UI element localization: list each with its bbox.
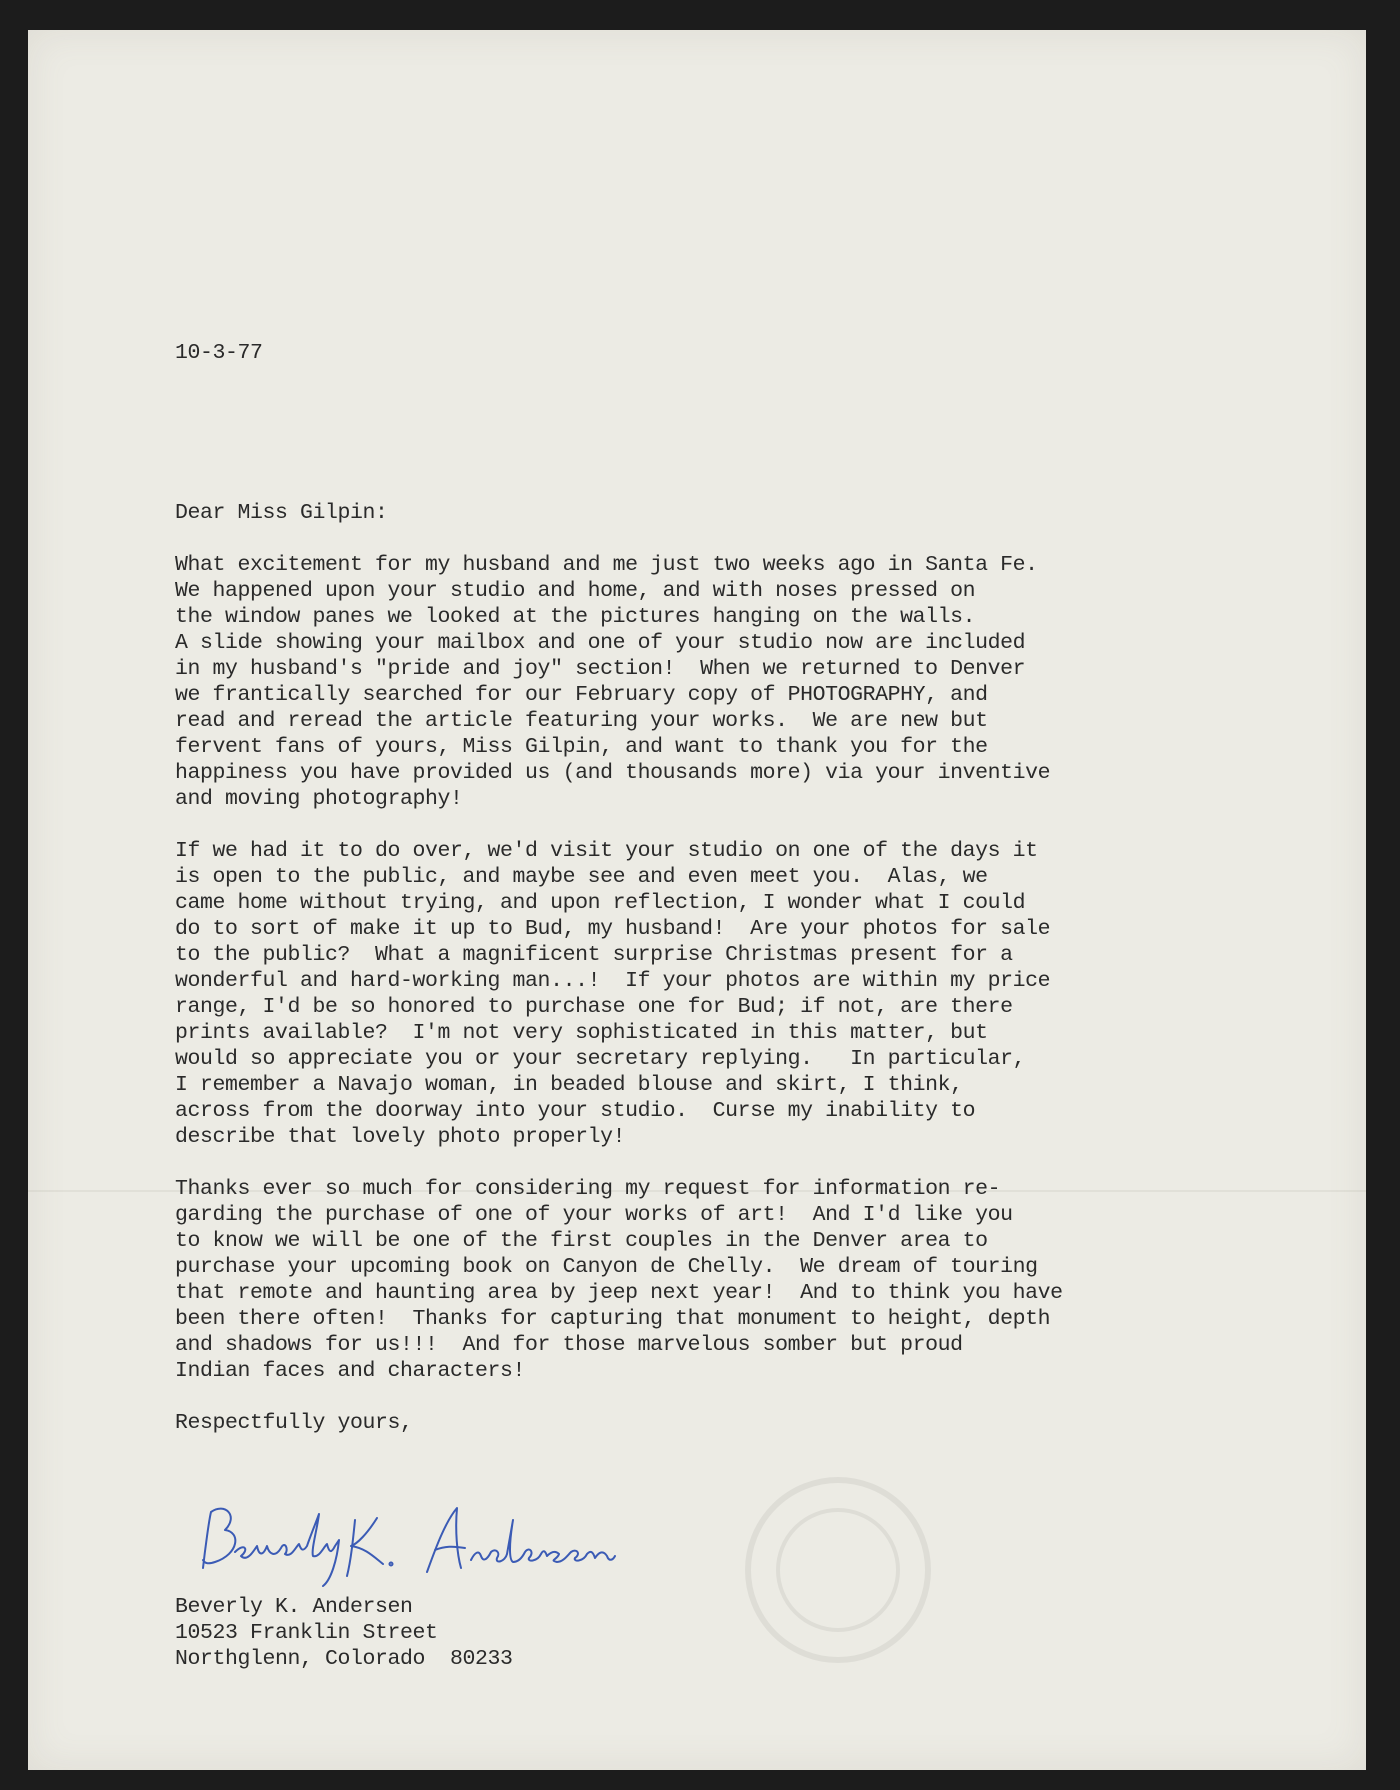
sender-street: 10523 Franklin Street	[175, 1621, 438, 1645]
text-line: fervent fans of yours, Miss Gilpin, and want to thank you for the	[175, 735, 988, 759]
text-line: came home without trying, and upon reflection, I wonder what I could	[175, 891, 1026, 915]
text-line: the window panes we looked at the pictures hanging on the walls.	[175, 605, 976, 629]
text-line: do to sort of make it up to Bud, my husband! Are your photos for sale	[175, 917, 1051, 941]
text-line: Indian faces and characters!	[175, 1359, 526, 1383]
text-line: I remember a Navajo woman, in beaded blouse and skirt, I think,	[175, 1073, 963, 1097]
paragraph-1	[175, 552, 1325, 812]
text-line: wonderful and hard-working man...! If your photos are within my price	[175, 969, 1051, 993]
text-line: purchase your upcoming book on Canyon de Chelly. We dream of touring	[175, 1255, 1038, 1279]
text-line: What excitement for my husband and me just two weeks ago in Santa Fe.	[175, 553, 1038, 577]
paragraph-3	[175, 1176, 1325, 1384]
text-line: and shadows for us!!! And for those marvelous somber but proud	[175, 1333, 963, 1357]
text-line: across from the doorway into your studio. Curse my inability to	[175, 1099, 976, 1123]
text-line: to the public? What a magnificent surprise Christmas present for a	[175, 943, 1013, 967]
text-line: range, I'd be so honored to purchase one for Bud; if not, are there	[175, 995, 1013, 1019]
paragraph-2	[175, 838, 1325, 1150]
letter-body	[175, 340, 1325, 1436]
text-line: garding the purchase of one of your works of art! And I'd like you	[175, 1203, 1013, 1227]
text-line: happiness you have provided us (and thousands more) via your inventive	[175, 761, 1051, 785]
text-line: read and reread the article featuring your works. We are new but	[175, 709, 988, 733]
text-line: is open to the public, and maybe see and even meet you. Alas, we	[175, 865, 988, 889]
text-line: to know we will be one of the first couples in the Denver area to	[175, 1229, 988, 1253]
handwritten-signature	[195, 1490, 695, 1590]
text-line: prints available? I'm not very sophisticated in this matter, but	[175, 1021, 988, 1045]
salutation: Dear Miss Gilpin:	[175, 501, 388, 525]
sender-city: Northglenn, Colorado 80233	[175, 1647, 513, 1671]
sender-name: Beverly K. Andersen	[175, 1595, 413, 1619]
closing: Respectfully yours,	[175, 1411, 413, 1435]
text-line: We happened upon your studio and home, and with noses pressed on	[175, 579, 976, 603]
text-line: and moving photography!	[175, 787, 463, 811]
sender-address	[175, 1594, 513, 1672]
text-line: been there often! Thanks for capturing that monument to height, depth	[175, 1307, 1051, 1331]
text-line: in my husband's "pride and joy" section! When we returned to Denver	[175, 657, 1026, 681]
text-line: Thanks ever so much for considering my request for information re-	[175, 1177, 1001, 1201]
text-line: A slide showing your mailbox and one of your studio now are included	[175, 631, 1026, 655]
text-line: describe that lovely photo properly!	[175, 1125, 626, 1149]
faint-seal-watermark	[728, 1470, 948, 1670]
text-line: If we had it to do over, we'd visit your studio on one of the days it	[175, 839, 1038, 863]
letter-date: 10-3-77	[175, 341, 263, 365]
text-line: would so appreciate you or your secretary replying. In particular,	[175, 1047, 1026, 1071]
text-line: that remote and haunting area by jeep next year! And to think you have	[175, 1281, 1063, 1305]
text-line: we frantically searched for our February copy of PHOTOGRAPHY, and	[175, 683, 988, 707]
